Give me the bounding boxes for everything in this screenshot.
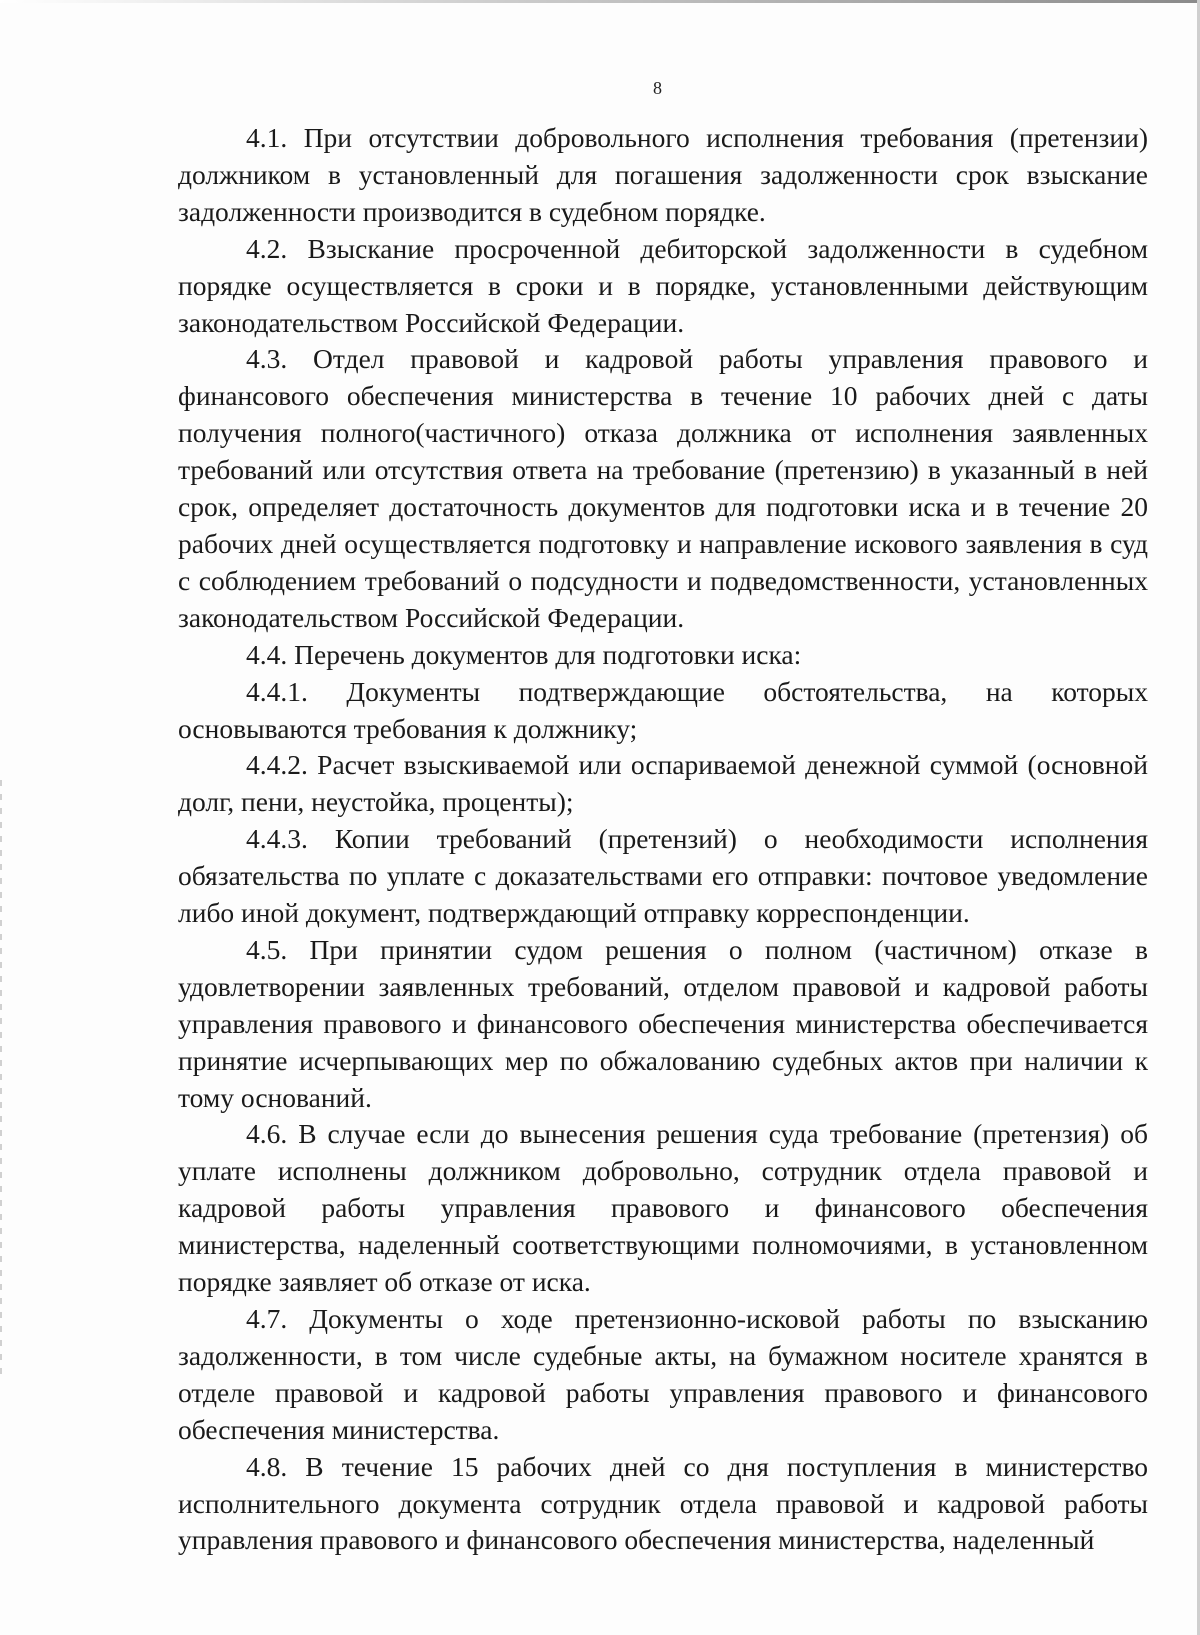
paragraph-4-4-3: 4.4.3. Копии требований (претензий) о необходимости исполнения обязательства по уплате с доказательствами его отправки: почтовое уведомление либо иной документ, подтверждающий отправку корреспонденции. — [178, 823, 1148, 929]
paragraph-4-4-2: 4.4.2. Расчет взыскиваемой или оспариваемой денежной суммой (основной долг, пени, неустойка, проценты); — [178, 749, 1148, 818]
paragraph-4-6: 4.6. В случае если до вынесения решения суда требование (претензия) об уплате исполнены должником добровольно, сотрудник отдела правовой и кадровой работы управления правового и финансового обеспечения министерства, наделенный соответствующими полномочиями, в установленном порядке заявляет об отказе от иска. — [178, 1118, 1148, 1298]
paragraph-4-3: 4.3. Отдел правовой и кадровой работы управления правового и финансового обеспечения министерства в течение 10 рабочих дней с даты получения полного(частичного) отказа должника от исполнения заявленных требований или отсутствия ответа на требование (претензию) в указанный в ней срок, определяет достаточность документов для подготовки иска и в течение 20 рабочих дней осуществляется подготовку и направление искового заявления в суд с соблюдением требований о подсудности и подведомственности, установленных законодательством Российской Федерации. — [178, 343, 1148, 633]
scan-left-edge — [0, 780, 2, 1380]
document-body — [178, 120, 1148, 1559]
scan-top-edge — [0, 0, 1200, 3]
paragraph-4-7: 4.7. Документы о ходе претензионно-исковой работы по взысканию задолженности, в том числе судебные акты, на бумажном носителе хранятся в отделе правовой и кадровой работы управления правового и финансового обеспечения министерства. — [178, 1303, 1148, 1445]
paragraph-4-1: 4.1. При отсутствии добровольного исполнения требования (претензии) должником в установленный для погашения задолженности срок взыскание задолженности производится в судебном порядке. — [178, 122, 1148, 227]
paragraph-4-8: 4.8. В течение 15 рабочих дней со дня поступления в министерство исполнительного документа сотрудник отдела правовой и кадровой работы управления правового и финансового обеспечения министерства, наделенный — [178, 1450, 1148, 1556]
paragraph-4-2: 4.2. Взыскание просроченной дебиторской задолженности в судебном порядке осуществляется в сроки и в порядке, установленными действующим законодательством Российской Федерации. — [178, 232, 1148, 338]
paragraph-4-5: 4.5. При принятии судом решения о полном (частичном) отказе в удовлетворении заявленных требований, отделом правовой и кадровой работы управления правового и финансового обеспечения министерства обеспечивается принятие исчерпывающих мер по обжалованию судебных актов при наличии к тому оснований. — [178, 933, 1148, 1113]
paragraph-4-4: 4.4. Перечень документов для подготовки иска: — [246, 638, 802, 670]
paragraph-4-4-1: 4.4.1. Документы подтверждающие обстоятельства, на которых основываются требования к должнику; — [178, 675, 1148, 744]
page-number: 8 — [653, 78, 662, 98]
